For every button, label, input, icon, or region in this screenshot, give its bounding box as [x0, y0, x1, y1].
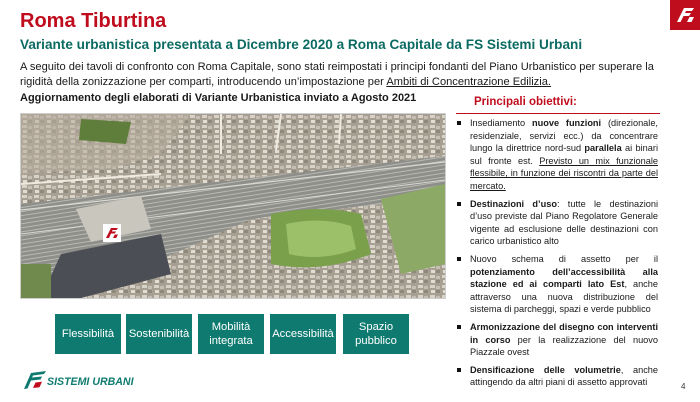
objective-item: Densificazione delle volumetrie, anche attingendo da altri piani di assetto approvati — [456, 364, 658, 389]
pillar-flessibilita: Flessibilità — [55, 314, 121, 354]
pillar-accessibilita: Accessibilità — [270, 314, 336, 354]
brand-name: SISTEMI URBANI — [47, 376, 134, 388]
intro-link: Ambiti di Concentrazione Edilizia. — [386, 76, 551, 88]
pillar-sostenibilita: Sostenibilità — [126, 314, 192, 354]
page-subtitle: Variante urbanistica presentata a Dicembre 2020 a Roma Capitale da FS Sistemi Urbani — [20, 37, 583, 52]
fs-logo-icon — [670, 0, 700, 30]
sistemi-urbani-logo-icon — [22, 367, 48, 396]
objective-item: Armonizzazione del disegno con interventi in corso per la realizzazione del nuovo Piazzale ovest — [456, 321, 658, 359]
update-heading: Aggiornamento degli elaborati di Variante Urbanistica inviato a Agosto 2021 — [20, 92, 417, 104]
intro-text: A seguito dei tavoli di confronto con Roma Capitale, sono stati reimpostati i principi fondanti del Piano Urbanistico per superare la rigidità della zonizzazione per comparti, introducendo un’impostazione per — [20, 61, 654, 88]
objectives-list — [456, 117, 658, 394]
objective-item: Insediamento nuove funzioni (direzionale, residenziale, servizi ecc.) da concentrare lungo la direttrice nord-sud parallela ai binari sul fronte est. Previsto un mix funzionale flessibile, in funzione dei riscontri da parte del mercato. — [456, 117, 658, 193]
page-title: Roma Tiburtina — [20, 10, 167, 32]
pillar-spazio-pubblico: Spazio pubblico — [343, 314, 409, 354]
intro-paragraph — [20, 60, 670, 90]
objectives-title: Principali obiettivi: — [474, 96, 577, 108]
objective-item: Destinazioni d’uso: tutte le destinazioni d’uso previste dal Piano Regolatore Generale vigente ad esclusione delle destinazioni con carico urbanistico alto — [456, 198, 658, 248]
aerial-view-image — [20, 113, 446, 299]
objectives-divider — [456, 113, 660, 114]
pillar-mobilita-integrata: Mobilità integrata — [198, 314, 264, 354]
page-number: 4 — [681, 382, 686, 391]
station-marker-icon — [103, 224, 121, 242]
objective-item: Nuovo schema di assetto per il potenziamento dell’accessibilità alla stazione ed ai comparti lato Est, anche attraverso una nuova distribuzione del sistema di parcheggi, spazi e verde pubblico — [456, 253, 658, 316]
